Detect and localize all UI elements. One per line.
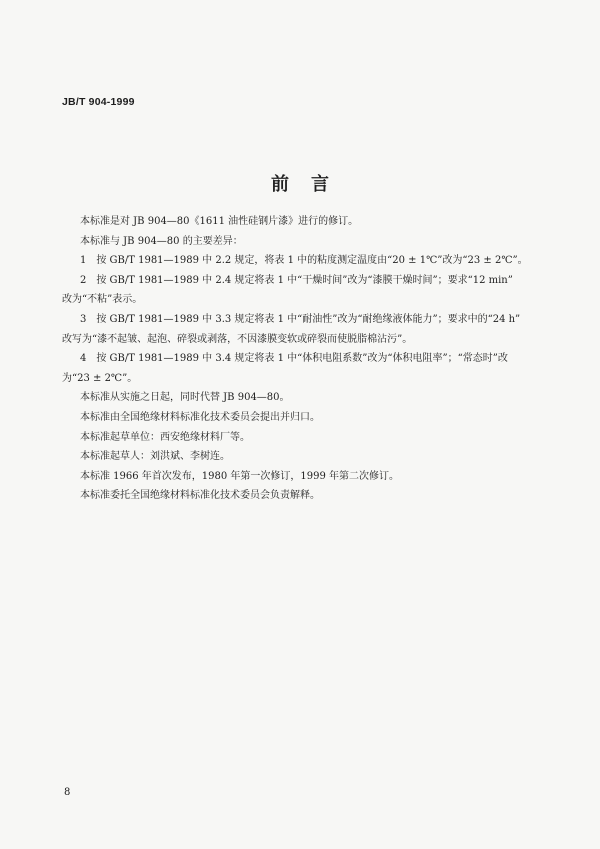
- paragraph-difference-1: 1 按 GB/T 1981—1989 中 2.2 规定，将表 1 中的粘度测定温度由“20 ± 1℃”改为“23 ± 2℃”。: [80, 255, 528, 267]
- paragraph-replacement: 本标准从实施之日起，同时代替 JB 904—80。: [80, 392, 290, 404]
- paragraph-interpretation: 本标准委托全国绝缘材料标准化技术委员会负责解释。: [80, 490, 320, 502]
- paragraph-difference-4-cont: 为“23 ± 2℃”。: [62, 372, 138, 384]
- page-title: 前言: [271, 174, 351, 195]
- paragraph-proposer: 本标准由全国绝缘材料标准化技术委员会提出并归口。: [80, 411, 320, 423]
- paragraph-history: 本标准 1966 年首次发布，1980 年第一次修订，1999 年第二次修订。: [80, 470, 400, 482]
- paragraph-difference-3-cont: 改写为“漆不起皱、起泡、碎裂或剥落，不因漆膜变软或碎裂而使脱脂棉沾污”。: [62, 333, 413, 345]
- paragraph-difference-2-cont: 改为“不粘”表示。: [62, 294, 143, 306]
- paragraph-differences-intro: 本标准与 JB 904—80 的主要差异：: [80, 235, 243, 247]
- page-number: 8: [64, 787, 71, 798]
- paragraph-drafters: 本标准起草人：刘洪斌、李树连。: [80, 451, 230, 463]
- foreword-body: [62, 212, 548, 506]
- paragraph-drafting-unit: 本标准起草单位：西安绝缘材料厂等。: [80, 431, 250, 443]
- paragraph-difference-4: 4 按 GB/T 1981—1989 中 3.4 规定将表 1 中“体积电阻系数”改为“体积电阻率”；“常态时”改: [80, 353, 508, 365]
- standard-code: JB/T 904-1999: [62, 96, 135, 108]
- paragraph-scope: 本标准是对 JB 904—80《1611 油性硅钢片漆》进行的修订。: [80, 216, 359, 227]
- paragraph-difference-3: 3 按 GB/T 1981—1989 中 3.3 规定将表 1 中“耐油性”改为“耐绝缘液体能力”；要求中的“24 h”: [80, 313, 521, 325]
- paragraph-difference-2: 2 按 GB/T 1981—1989 中 2.4 规定将表 1 中“干燥时间”改为“漆膜干燥时间”；要求“12 min”: [80, 274, 513, 286]
